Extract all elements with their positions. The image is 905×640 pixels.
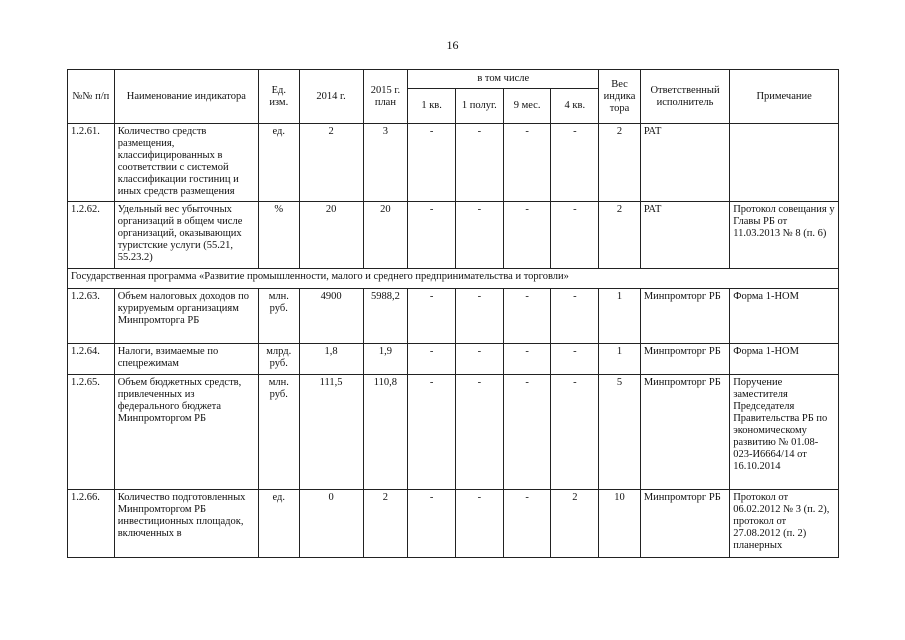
- cell-name: Количество подготовленных Минпромторгом РБ инвестиционных площадок, включенных в: [114, 490, 258, 558]
- cell-weight: 10: [599, 490, 641, 558]
- table-row: [68, 289, 839, 344]
- cell-2014: 1,8: [299, 344, 363, 375]
- cell-responsible: Минпромторг РБ: [640, 375, 729, 490]
- cell-note: Форма 1-НОМ: [730, 344, 839, 375]
- cell-2014: 2: [299, 124, 363, 202]
- program-title: Государственная программа «Развитие промышленности, малого и среднего предпринимательства и торговли»: [68, 269, 839, 289]
- cell-h1: -: [455, 344, 503, 375]
- cell-2015: 5988,2: [363, 289, 408, 344]
- cell-weight: 2: [599, 202, 641, 269]
- header-9m: 9 мес.: [503, 89, 551, 124]
- cell-q4: -: [551, 344, 599, 375]
- cell-h1: -: [455, 202, 503, 269]
- cell-responsible: Минпромторг РБ: [640, 289, 729, 344]
- cell-2015: 20: [363, 202, 408, 269]
- cell-9m: -: [503, 375, 551, 490]
- cell-num: 1.2.66.: [68, 490, 115, 558]
- header-unit: Ед. изм.: [258, 70, 299, 124]
- cell-q4: -: [551, 289, 599, 344]
- cell-h1: -: [455, 289, 503, 344]
- cell-2015: 1,9: [363, 344, 408, 375]
- cell-2014: 4900: [299, 289, 363, 344]
- table-row: [68, 490, 839, 558]
- cell-name: Налоги, взимаемые по спецрежимам: [114, 344, 258, 375]
- table-row: [68, 375, 839, 490]
- cell-9m: -: [503, 344, 551, 375]
- header-weight: Вес индика тора: [599, 70, 641, 124]
- cell-2015: 2: [363, 490, 408, 558]
- cell-responsible: РАТ: [640, 202, 729, 269]
- cell-weight: 2: [599, 124, 641, 202]
- cell-note: Протокол совещания у Главы РБ от 11.03.2013 № 8 (п. 6): [730, 202, 839, 269]
- cell-responsible: Минпромторг РБ: [640, 344, 729, 375]
- cell-9m: -: [503, 124, 551, 202]
- cell-2014: 0: [299, 490, 363, 558]
- header-h1: 1 полуг.: [455, 89, 503, 124]
- cell-num: 1.2.62.: [68, 202, 115, 269]
- cell-q4: -: [551, 375, 599, 490]
- cell-q1: -: [408, 344, 456, 375]
- cell-9m: -: [503, 202, 551, 269]
- table-row: [68, 202, 839, 269]
- cell-name: Количество средств размещения, классифицированных в соответствии с системой классификации гостиниц и иных средств размещения: [114, 124, 258, 202]
- header-q4: 4 кв.: [551, 89, 599, 124]
- cell-h1: -: [455, 124, 503, 202]
- cell-q1: -: [408, 202, 456, 269]
- table-row: [68, 344, 839, 375]
- cell-9m: -: [503, 289, 551, 344]
- cell-num: 1.2.63.: [68, 289, 115, 344]
- indicators-table: [67, 69, 839, 558]
- program-row: [68, 269, 839, 289]
- cell-num: 1.2.65.: [68, 375, 115, 490]
- header-2014: 2014 г.: [299, 70, 363, 124]
- header-name: Наименование индикатора: [114, 70, 258, 124]
- cell-h1: -: [455, 490, 503, 558]
- cell-2014: 111,5: [299, 375, 363, 490]
- cell-num: 1.2.64.: [68, 344, 115, 375]
- cell-name: Удельный вес убыточных организаций в общем числе организаций, оказывающих туристские услуги (55.21, 55.23.2): [114, 202, 258, 269]
- cell-note: [730, 124, 839, 202]
- cell-unit: ед.: [258, 124, 299, 202]
- header-2015: 2015 г. план: [363, 70, 408, 124]
- cell-name: Объем налоговых доходов по курируемым организациям Минпромторга РБ: [114, 289, 258, 344]
- cell-weight: 5: [599, 375, 641, 490]
- header-q1: 1 кв.: [408, 89, 456, 124]
- cell-q4: -: [551, 124, 599, 202]
- page-number: 16: [446, 38, 459, 52]
- cell-note: Протокол от 06.02.2012 № 3 (п. 2), протокол от 27.08.2012 (п. 2) планерных: [730, 490, 839, 558]
- cell-q1: -: [408, 289, 456, 344]
- cell-unit: млн. руб.: [258, 289, 299, 344]
- cell-2015: 3: [363, 124, 408, 202]
- cell-responsible: Минпромторг РБ: [640, 490, 729, 558]
- header-responsible: Ответственный исполнитель: [640, 70, 729, 124]
- cell-responsible: РАТ: [640, 124, 729, 202]
- cell-unit: %: [258, 202, 299, 269]
- cell-2015: 110,8: [363, 375, 408, 490]
- header-num: №№ п/п: [68, 70, 115, 124]
- cell-weight: 1: [599, 344, 641, 375]
- cell-note: Форма 1-НОМ: [730, 289, 839, 344]
- cell-unit: ед.: [258, 490, 299, 558]
- cell-q1: -: [408, 124, 456, 202]
- cell-name: Объем бюджетных средств, привлеченных из федерального бюджета Минпромторгом РБ: [114, 375, 258, 490]
- cell-weight: 1: [599, 289, 641, 344]
- header-note: Примечание: [730, 70, 839, 124]
- cell-2014: 20: [299, 202, 363, 269]
- cell-q4: 2: [551, 490, 599, 558]
- header-including: в том числе: [408, 70, 599, 89]
- table-row: [68, 124, 839, 202]
- cell-h1: -: [455, 375, 503, 490]
- cell-q4: -: [551, 202, 599, 269]
- cell-9m: -: [503, 490, 551, 558]
- cell-q1: -: [408, 490, 456, 558]
- cell-note: Поручение заместителя Председателя Правительства РБ по экономическому развитию № 01.08-023-И6664/14 от 16.10.2014: [730, 375, 839, 490]
- cell-num: 1.2.61.: [68, 124, 115, 202]
- cell-unit: млн. руб.: [258, 375, 299, 490]
- cell-q1: -: [408, 375, 456, 490]
- cell-unit: млрд. руб.: [258, 344, 299, 375]
